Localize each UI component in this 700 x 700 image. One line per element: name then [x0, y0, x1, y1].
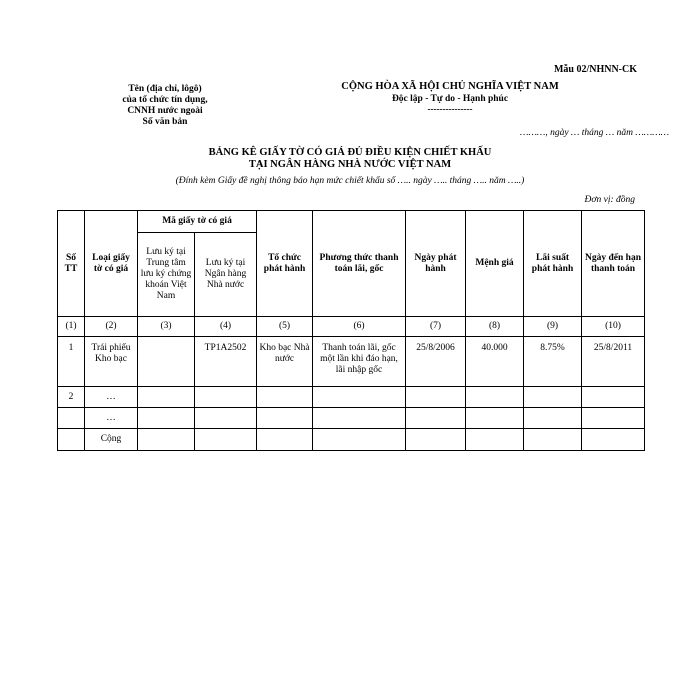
cell-empty [466, 387, 524, 408]
cell-empty [195, 408, 257, 429]
org-line: Số văn bản [142, 117, 188, 127]
cell-empty [524, 387, 582, 408]
cell-empty [257, 408, 313, 429]
cell-lai-suat: 8.75% [524, 337, 582, 387]
col-number: (3) [138, 317, 195, 337]
column-number-row [58, 317, 645, 337]
securities-table [57, 210, 645, 451]
col-number: (8) [466, 317, 524, 337]
header-phuong-thuc: Phương thức thanh toán lãi, gốc [313, 211, 406, 317]
cell-empty [406, 387, 466, 408]
org-line: Tên (địa chỉ, lôgô) [128, 84, 202, 94]
cell-stt: 1 [58, 337, 85, 387]
cell-empty [138, 429, 195, 451]
header-menh-gia: Mệnh giá [466, 211, 524, 317]
organization-block [95, 84, 235, 128]
cell-empty [524, 429, 582, 451]
cell-empty [582, 408, 645, 429]
cell-empty [406, 408, 466, 429]
document-subtitle: (Đính kèm Giấy đề nghị thông báo hạn mức chiết khấu số ….. ngày ….. tháng ….. năm …..) [175, 176, 525, 186]
cell-to-chuc: Kho bạc Nhà nước [257, 337, 313, 387]
cell-empty [58, 429, 85, 451]
col-number: (6) [313, 317, 406, 337]
cell-empty [313, 408, 406, 429]
table-row [58, 337, 645, 387]
col-number: (5) [257, 317, 313, 337]
cell-stt: 2 [58, 387, 85, 408]
cell-luu-ky-trung-tam [138, 337, 195, 387]
cell-empty [466, 408, 524, 429]
cell-empty [195, 387, 257, 408]
cell-empty [138, 408, 195, 429]
nation-name: CỘNG HÒA XÃ HỘI CHỦ NGHĨA VIỆT NAM [341, 81, 559, 92]
cell-empty [582, 387, 645, 408]
date-line: ………, ngày … tháng … năm ………… [520, 128, 670, 138]
cell-ngay-den-han: 25/8/2011 [582, 337, 645, 387]
cell-empty [313, 429, 406, 451]
cell-empty [58, 408, 85, 429]
cell-menh-gia: 40.000 [466, 337, 524, 387]
total-label: Cộng [85, 429, 138, 451]
col-number: (9) [524, 317, 582, 337]
total-row [58, 429, 645, 451]
col-number: (7) [406, 317, 466, 337]
nation-motto: Độc lập - Tự do - Hạnh phúc [391, 94, 509, 104]
cell-empty [406, 429, 466, 451]
cell-empty [524, 408, 582, 429]
form-code: Mẫu 02/NHNN-CK [553, 64, 637, 75]
header-to-chuc: Tổ chức phát hành [257, 211, 313, 317]
header-luu-ky-ngan-hang: Lưu ký tại Ngân hàng Nhà nước [195, 233, 257, 317]
national-heading [330, 81, 570, 113]
header-luu-ky-trung-tam: Lưu ký tại Trung tâm lưu ký chứng khoán Việt Nam [138, 233, 195, 317]
header-ma-group: Mã giấy tờ có giá [138, 211, 257, 233]
nation-divider: --------------- [427, 104, 473, 114]
unit-label: Đơn vị: đồng [584, 195, 635, 205]
cell-empty [466, 429, 524, 451]
cell-luu-ky-ngan-hang: TP1A2502 [195, 337, 257, 387]
cell-loai: Trái phiếu Kho bạc [85, 337, 138, 387]
col-number: (10) [582, 317, 645, 337]
cell-phuong-thuc: Thanh toán lãi, gốc một lần khi đáo hạn, lãi nhập gốc [313, 337, 406, 387]
cell-empty [257, 387, 313, 408]
header-row-1 [58, 211, 645, 233]
cell-empty [582, 429, 645, 451]
table-row [58, 387, 645, 408]
header-ngay-den-han: Ngày đến hạn thanh toán [582, 211, 645, 317]
title-line-2: TẠI NGÂN HÀNG NHÀ NƯỚC VIỆT NAM [248, 159, 452, 170]
document-title [150, 147, 550, 171]
table-row [58, 408, 645, 429]
header-loai: Loại giấy tờ có giá [85, 211, 138, 317]
org-line: CNNH nước ngoài [127, 106, 203, 116]
header-lai-suat: Lãi suất phát hành [524, 211, 582, 317]
col-number: (2) [85, 317, 138, 337]
col-number: (4) [195, 317, 257, 337]
header-stt: Số TT [58, 211, 85, 317]
cell-empty [195, 429, 257, 451]
cell-loai: … [85, 387, 138, 408]
cell-empty [138, 387, 195, 408]
header-ngay-phat-hanh: Ngày phát hành [406, 211, 466, 317]
title-line-1: BẢNG KÊ GIẤY TỜ CÓ GIÁ ĐỦ ĐIỀU KIỆN CHIẾT KHẤU [208, 147, 492, 158]
org-line: của tổ chức tín dụng, [122, 95, 208, 105]
col-number: (1) [58, 317, 85, 337]
cell-loai: … [85, 408, 138, 429]
cell-ngay-phat-hanh: 25/8/2006 [406, 337, 466, 387]
cell-empty [257, 429, 313, 451]
cell-empty [313, 387, 406, 408]
